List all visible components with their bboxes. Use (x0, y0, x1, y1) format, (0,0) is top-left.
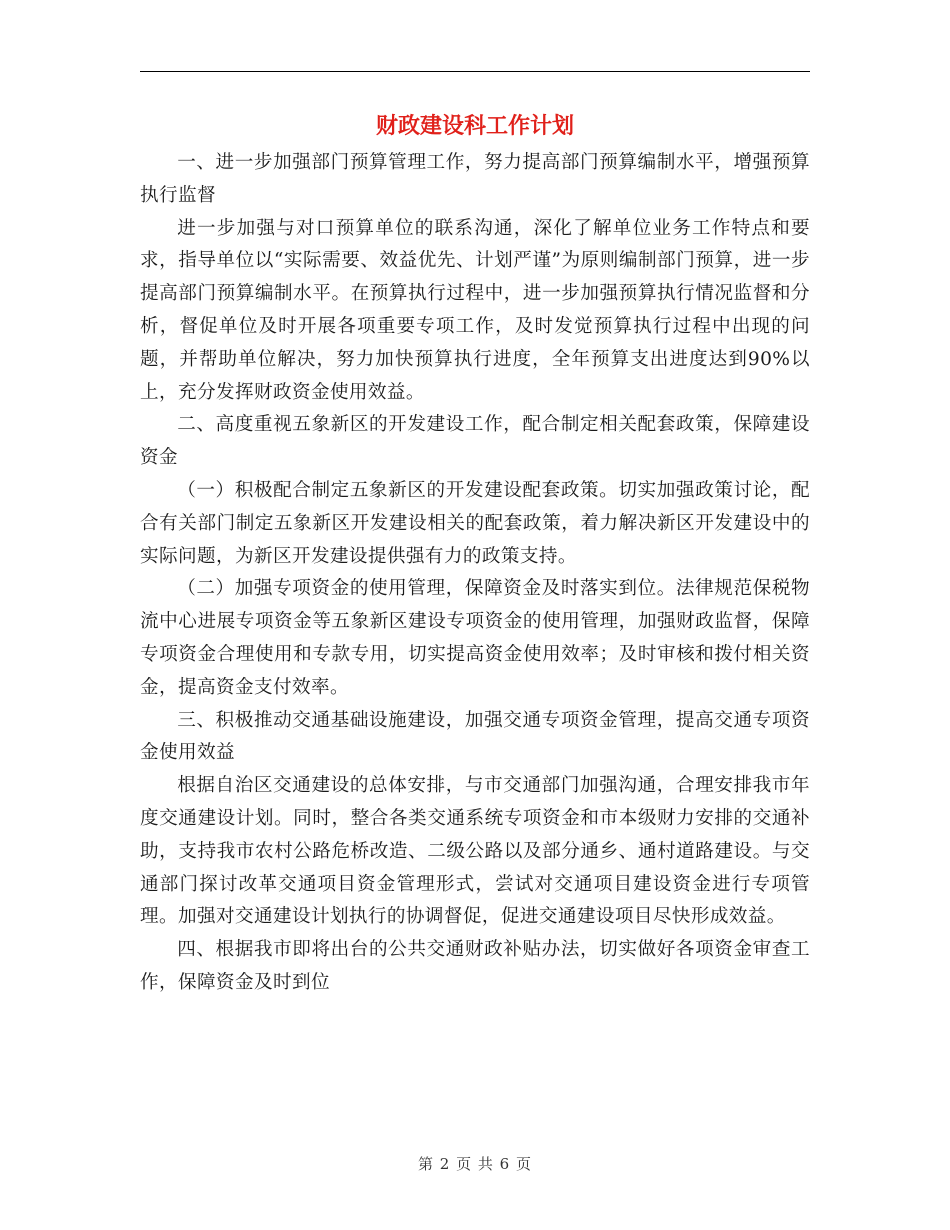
paragraph-budget-management: 进一步加强与对口预算单位的联系沟通，深化了解单位业务工作特点和要求，指导单位以“实际需要、效益优先、计划严谨”为原则编制部门预算，进一步提高部门预算编制水平。在预算执行过程中，进一步加强预算执行情况监督和分析，督促单位及时开展各项重要专项工作，及时发觉预算执行过程中出现的问题，并帮助单位解决，努力加快预算执行进度，全年预算支出进度达到90%以上，充分发挥财政资金使用效益。 (140, 217, 810, 403)
header-rule (140, 71, 810, 72)
paragraph-transport-construction: 根据自治区交通建设的总体安排，与市交通部门加强沟通，合理安排我市年度交通建设计划。同时，整合各类交通系统专项资金和市本级财力安排的交通补助，支持我市农村公路危桥改造、二级公路以及部分通乡、通村道路建设。与交通部门探讨改革交通项目资金管理形式，尝试对交通项目建设资金进行专项管理。加强对交通建设计划执行的协调督促，促进交通建设项目尽快形成效益。 (140, 775, 810, 928)
document-title: 财政建设科工作计划 (375, 113, 574, 139)
section-heading-2: 二、高度重视五象新区的开发建设工作，配合制定相关配套政策，保障建设资金 (140, 414, 810, 469)
paragraph-special-funds: （二）加强专项资金的使用管理，保障资金及时落实到位。法律规范保税物流中心进展专项资金等五象新区建设专项资金的使用管理，加强财政监督，保障专项资金合理使用和专款专用，切实提高资金使用效率；及时审核和拨付相关资金，提高资金支付效率。 (140, 578, 810, 698)
section-heading-4: 四、根据我市即将出台的公共交通财政补贴办法，切实做好各项资金审查工作，保障资金及时到位 (140, 939, 810, 993)
page-footer: 第 2 页 共 6 页 (418, 1155, 532, 1173)
section-heading-1: 一、进一步加强部门预算管理工作，努力提高部门预算编制水平，增强预算执行监督 (140, 152, 810, 206)
document-body (140, 147, 810, 1000)
paragraph-policy-support: （一）积极配合制定五象新区的开发建设配套政策。切实加强政策讨论，配合有关部门制定五象新区开发建设相关的配套政策，着力解决新区开发建设中的实际问题，为新区开发建设提供强有力的政策支持。 (140, 479, 810, 567)
section-heading-3: 三、积极推动交通基础设施建设，加强交通专项资金管理，提高交通专项资金使用效益 (140, 709, 810, 764)
